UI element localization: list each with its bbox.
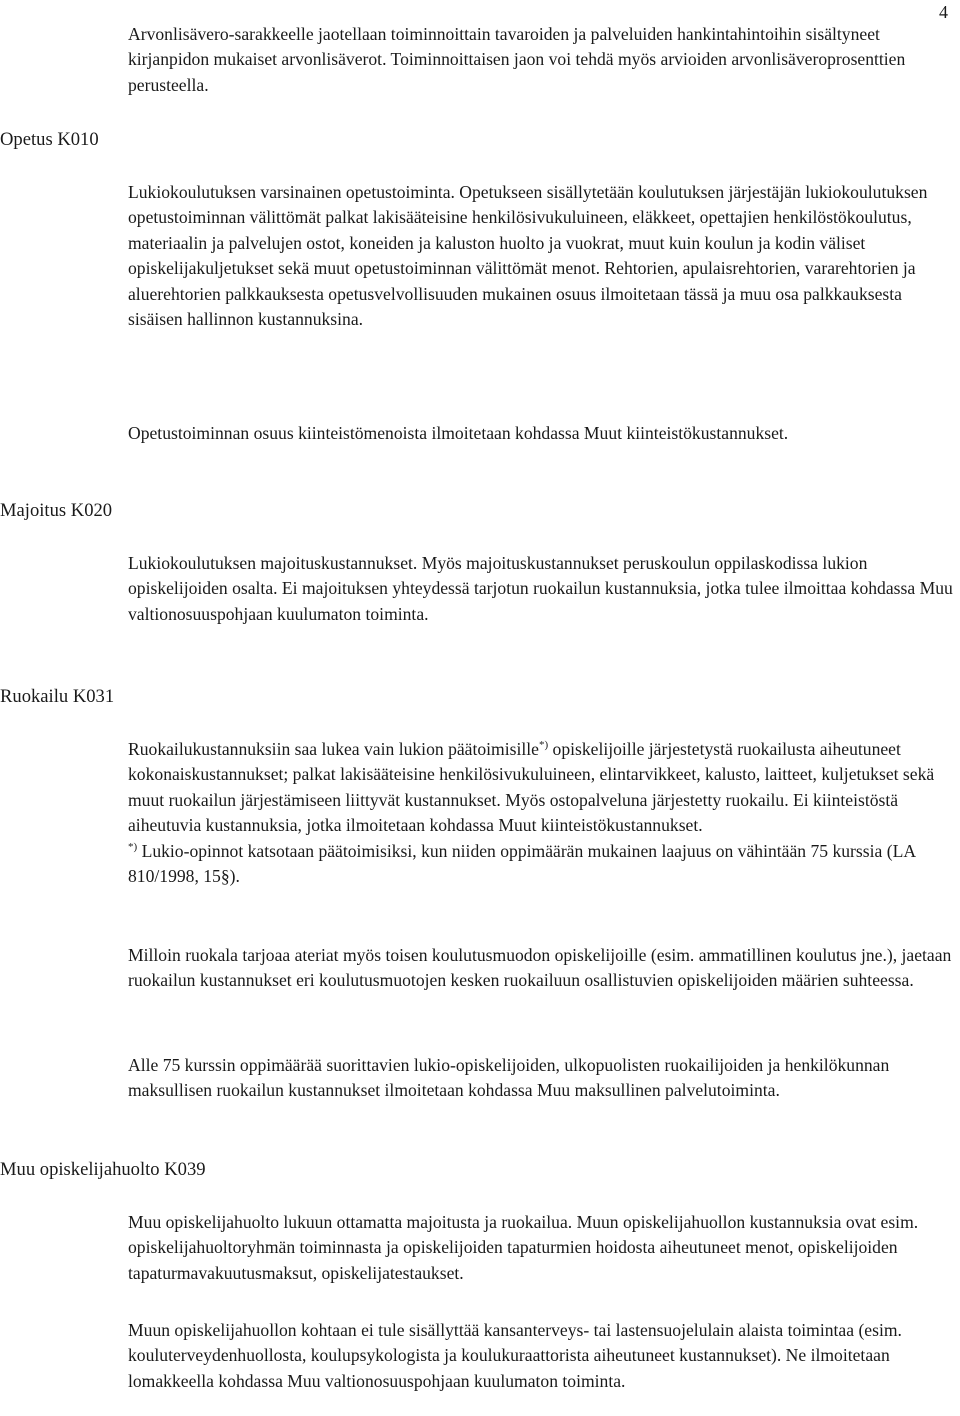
footnote-marker-note: *) xyxy=(128,840,138,853)
ruokailu-text-start: Ruokailukustannuksiin saa lukea vain lukion päätoimisille xyxy=(128,739,539,759)
section-heading-muu-opiskelijahuolto: Muu opiskelijahuolto K039 xyxy=(0,1159,206,1180)
footnote-marker: *) xyxy=(538,739,549,751)
majoitus-paragraph-1: Lukiokoulutuksen majoituskustannukset. Myös majoituskustannukset peruskoulun oppilaskodissa lukion opiskelijoiden osalta. Ei majoituksen yhteydessä tarjotun ruokailun kustannuksia, jotka tulee ilmoittaa kohdassa Muu valtionosuuspohjaan kuulumaton toiminta. xyxy=(128,553,953,624)
opetus-paragraph-1: Lukiokoulutuksen varsinainen opetustoiminta. Opetukseen sisällytetään koulutuksen järjestäjän lukiokoulutuksen opetustoiminnan välittömät palkat lakisääteisine henkilösivukuluineen, eläkkeet, opettajien henkilöstökoulutus, materiaalin ja palvelujen ostot, koneiden ja kaluston huolto ja vuokrat, muut kuin koulun ja kodin väliset opiskelijakuljetukset sekä muut opetustoiminnan välittömät menot. Rehtorien, apulaisrehtorien, vararehtorien ja aluerehtorien palkkauksesta opetusvelvollisuuden mukainen osuus ilmoitetaan tässä ja muu osa palkkauksesta sisäisen hallinnon kustannuksina. xyxy=(128,182,928,330)
ruokailu-paragraph-2: Milloin ruokala tarjoaa ateriat myös toisen koulutusmuodon opiskelijoille (esim. ammatillinen koulutus jne.), jaetaan ruokailun kustannukset eri koulutusmuotojen kesken ruokailuun osallistuvien opiskelijoiden määrien suhteessa. xyxy=(128,945,952,991)
opetus-paragraph-2: Opetustoiminnan osuus kiinteistömenoista ilmoitetaan kohdassa Muut kiinteistökustannukset. xyxy=(128,423,789,443)
section-heading-majoitus: Majoitus K020 xyxy=(0,500,113,521)
section-heading-opetus: Opetus K010 xyxy=(0,129,99,150)
ruokailu-paragraph-3: Alle 75 kurssin oppimäärää suorittavien lukio-opiskelijoiden, ulkopuolisten ruokailijoiden ja henkilökunnan maksullisen ruokailun kustannukset ilmoitetaan kohdassa Muu maksullinen palvelutoiminta. xyxy=(128,1055,890,1101)
ruokailu-text-end: opiskelijoille järjestetystä ruokailusta aiheutuneet kokonaiskustannukset; palkat lakisääteisine henkilösivukuluineen, elintarvikkeet, kalusto, laitteet, kuljetukset sekä muut ruokailun järjestämiseen liittyvät kustannukset. Myös ostopalveluna järjestetty ruokailu. Ei kiinteistöstä aiheutuvia kustannuksia, jotka ilmoitetaan kohdassa Muut kiinteistökustannukset. xyxy=(128,739,935,836)
footnote-text: Lukio-opinnot katsotaan päätoimisiksi, kun niiden oppimäärän mukainen laajuus on vähintään 75 kurssia (LA 810/1998, 15§). xyxy=(128,840,916,887)
ruokailu-paragraph-1 xyxy=(128,737,958,889)
muu-opiskelijahuolto-paragraph-2: Muun opiskelijahuollon kohtaan ei tule sisällyttää kansanterveys- tai lastensuojelulain alaista toimintaa (esim. kouluterveydenhuollosta, koulupsykologista ja koulukuraattorista aiheutuneet kustannukset). Ne ilmoitetaan lomakkeella kohdassa Muu valtionosuuspohjaan kuulumaton toiminta. xyxy=(128,1320,902,1391)
section-heading-ruokailu: Ruokailu K031 xyxy=(0,686,115,707)
muu-opiskelijahuolto-paragraph-1: Muu opiskelijahuolto lukuun ottamatta majoitusta ja ruokailua. Muun opiskelijahuollon kustannuksia ovat esim. opiskelijahuoltoryhmän toiminnasta ja opiskelijoiden tapaturmien hoidosta aiheutuneet menot, opiskelijoiden tapaturmavakuutusmaksut, opiskelijatestaukset. xyxy=(128,1212,919,1283)
vat-allocation-paragraph: Arvonlisävero-sarakkeelle jaotellaan toiminnoittain tavaroiden ja palveluiden hankintahintoihin sisältyneet kirjanpidon mukaiset arvonlisäverot. Toiminnoittaisen jaon voi tehdä myös arvioiden arvonlisäveroprosenttien perusteella. xyxy=(128,24,906,95)
page-number: 4 xyxy=(939,2,948,22)
